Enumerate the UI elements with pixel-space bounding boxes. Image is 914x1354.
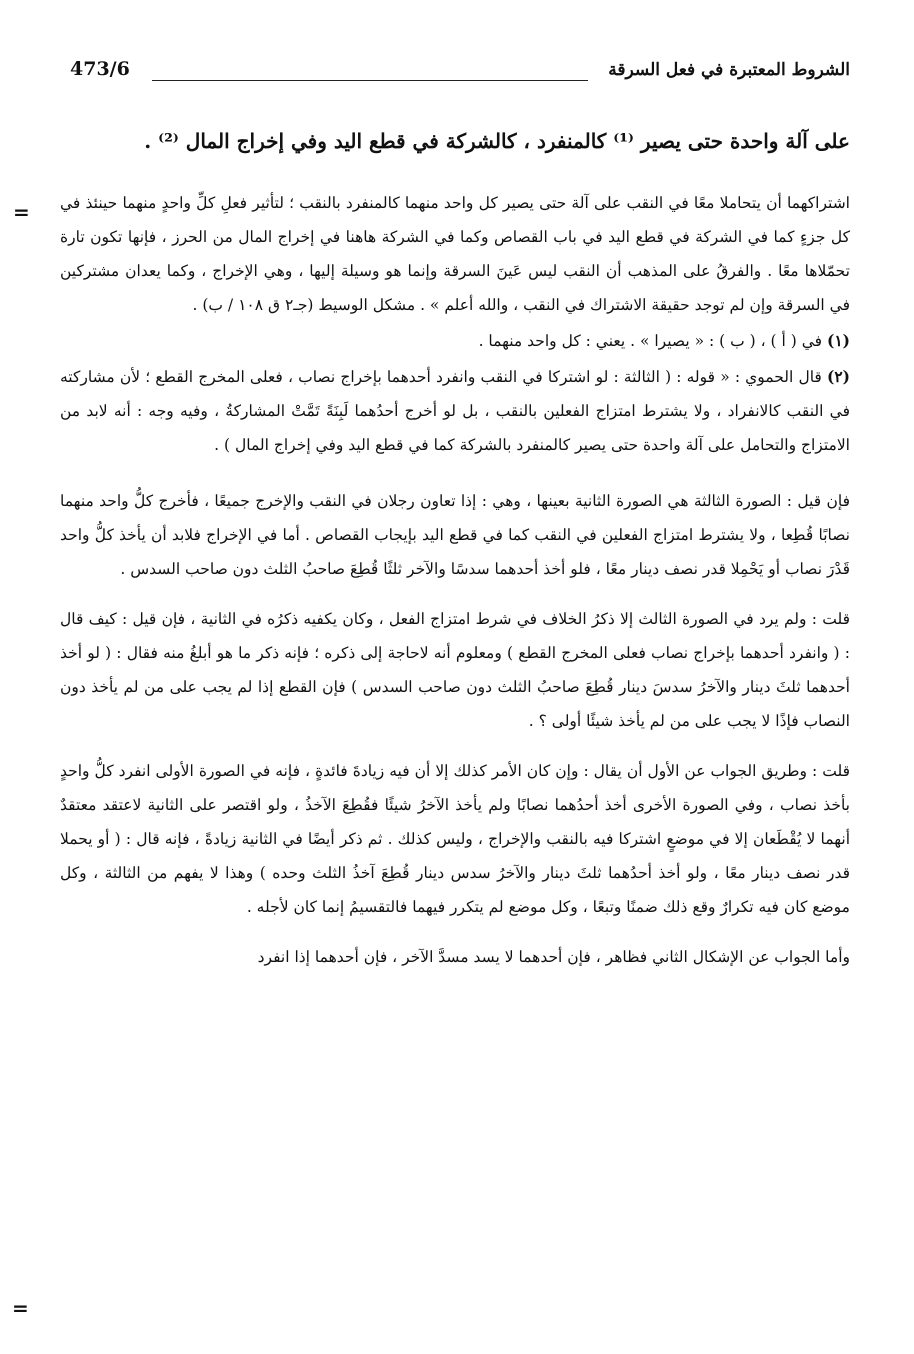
continued-note: اشتراكهما أن يتحاملا معًا في النقب على آلة حتى يصير كل واحد منهما كالمنفرد بالنقب ؛ لتأثير فعلِ كلِّ واحدٍ منهما حينئذ في كل جزءٍ كما في الشركة في قطع اليد في باب القصاص وكما في الشركة هاهنا في إخراج المال من الحرز ، فإنها تكون تارة تحمّلاها معًا . والفرقُ على المذهب أن النقب ليس عَينَ السرقة وإنما هو وسيلة إليها ، وهي الإخراج ، وكما يعدان مشتركين في السرقة وإن لم توجد حقيقة الاشتراك في النقب ، والله أعلم » . مشكل الوسيط (جـ٢ ق ١٠٨ / ب) .	[60, 194, 850, 314]
commentary-paragraph: قلت : ولم يرد في الصورة الثالث إلا ذكرُ الخلاف في شرط امتزاج الفعل ، وكان يكفيه ذكرُه في الثانية ، فإن قيل : كيف قال : ( وانفرد أحدهما بإخراج نصاب فعلى المخرج القطع ) ومعلوم أنه لاحاجة إلى ذكره ؛ فإنه ذكر ما هو أبلغُ منه فقال : ( لو أخذ أحدهما ثلثَ دينار والآخرُ سدسَ دينار قُطِعَ صاحبُ الثلث دون صاحب السدس ) فإن القطع إذا لم يجب على من لم يأخذ دون النصاب فإذًا لا يجب على من لم يأخذ شيئًا أولى ؟ .	[60, 610, 850, 730]
main-text: على آلة واحدة حتى يصير ⁽¹⁾ كالمنفرد ، كالشركة في قطع اليد وفي إخراج المال ⁽²⁾ .	[144, 129, 850, 153]
commentary-section	[60, 484, 850, 974]
page-header	[60, 50, 850, 90]
header-rule	[152, 80, 588, 81]
continuation-mark: =	[13, 200, 30, 224]
commentary-paragraph: فإن قيل : الصورة الثالثة هي الصورة الثانية بعينها ، وهي : إذا تعاون رجلان في النقب والإخرج جميعًا ، فأخرج كلُّ واحد منهما نصابًا قُطِعا ، ولا يشترط امتزاج الفعلين في النقب كما في قطع اليد بإيجاب القصاص . أما في الإخراج فلابد أن يأخذ كلُّ واحد قَدْرَ نصاب أو يَحْمِلا قدر نصف دينار معًا ، فلو أخذ أحدهما سدسًا والآخر ثلثًا قُطِعَ صاحبُ الثلث دون صاحب السدس .	[60, 492, 850, 578]
running-title: الشروط المعتبرة في فعل السرقة	[608, 60, 850, 80]
notes-section	[13, 186, 850, 462]
footnote-text: قال الحموي : « قوله : ( الثالثة : لو اشتركا في النقب وانفرد أحدهما بإخراج نصاب ، فعلى المخرج القطع ؛ لأن مشاركته في النقب كالانفراد ، ولا يشترط امتزاج الفعلين بالنقب ، بل لو أخرج أحدُهما لَبِنَةً تَمَّتْ المشاركةُ ، وفيه وجه : أنه لابد من الامتزاج والتحامل على آلة واحدة حتى يصير كالمنفرد بالشركة كما في قطع اليد وفي إخراج المال ) .	[60, 368, 850, 454]
page	[13, 50, 850, 974]
end-continuation-mark: =	[12, 1296, 29, 1320]
footnote-text: في ( أ ) ، ( ب ) : « يصيرا » . يعني : كل واحد منهما .	[478, 332, 823, 350]
footnote-1	[60, 324, 850, 358]
footnote-number: (١)	[826, 331, 850, 350]
footnote-2	[60, 360, 850, 462]
commentary-paragraph: وأما الجواب عن الإشكال الثاني فظاهر ، فإن أحدهما لا يسد مسدَّ الآخر ، فإن أحدهما إذا انفرد	[257, 948, 850, 966]
commentary-paragraph: قلت : وطريق الجواب عن الأول أن يقال : وإن كان الأمر كذلك إلا أن فيه زيادةَ فائدةٍ ، فإنه في الصورة الأولى انفرد كلُّ واحدٍ بأخذ نصاب ، وفي الصورة الأخرى أخذ أحدُهما نصابًا ولم يأخذ الآخرُ شيئًا فقُطِعَ الآخذُ ، ولو اقتصر على الثانية لاعتقد معتقدٌ أنهما لا يُقْطَعان إلا في موضعٍ اشتركا فيه بالنقب والإخراج ، وليس كذلك . ثم ذكر أيضًا في الثانية زيادةً ، فإنه قال : ( أو يحملا قدر نصف دينار معًا ، ولو أخذ أحدُهما ثلثَ دينار والآخرُ سدس دينار قُطِعَ آخذُ الثلث وحده ) وهذا لا يفهم من الثالثة ، وكل موضع كان فيه تكرارٌ وقع ذلك ضمنًا وتبعًا ، وكل موضع لم يتكرر فيهما فالتقسيمُ إنما كان لأجله .	[60, 762, 850, 916]
footnote-number: (٢)	[826, 367, 850, 386]
page-number: 473/6	[70, 58, 130, 80]
